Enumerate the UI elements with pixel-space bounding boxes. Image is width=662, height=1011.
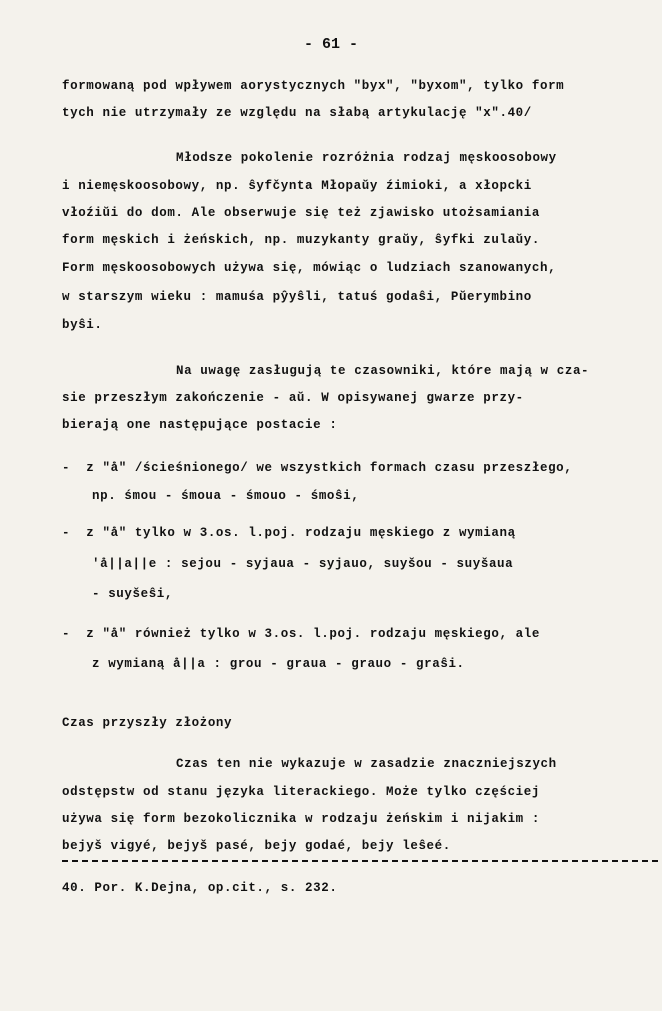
- list-item: - z "å" również tylko w 3.os. l.poj. rodzaju męskiego, ale: [62, 627, 540, 641]
- footnote: 40. Por. K.Dejna, op.cit., s. 232.: [62, 881, 338, 895]
- text-line: Na uwagę zasługują te czasowniki, które mają w cza-: [176, 364, 590, 378]
- text-line: form męskich i żeńskich, np. muzykanty graŭy, ŝyfki zulaŭy.: [62, 233, 540, 247]
- text-line: w starszym wieku : mamuśa pŷyŝli, tatuś godaŝi, Pŭerymbino: [62, 290, 532, 304]
- text-line: sie przeszłym zakończenie - aŭ. W opisywanej gwarze przy-: [62, 391, 524, 405]
- text-line: używa się form bezokolicznika w rodzaju żeńskim i nijakim :: [62, 812, 540, 826]
- list-item: - z "å" /ścieśnionego/ we wszystkich formach czasu przeszłego,: [62, 461, 573, 475]
- text-line: Młodsze pokolenie rozróżnia rodzaj męskoosobowy: [176, 151, 557, 165]
- text-line: Form męskoosobowych używa się, mówiąc o ludziach szanowanych,: [62, 261, 557, 275]
- footnote-divider: [62, 860, 658, 862]
- text-line: vłoźiŭi do dom. Ale obserwuje się też zjawisko utożsamiania: [62, 206, 540, 220]
- text-line: Czas ten nie wykazuje w zasadzie znaczniejszych: [176, 757, 557, 771]
- text-line: byŝi.: [62, 318, 103, 332]
- text-line: bejyš vigyé, bejyš pasé, bejy godaé, bejy leŝeé.: [62, 839, 451, 853]
- text-line: tych nie utrzymały ze względu na słabą artykulację "x".40/: [62, 106, 532, 120]
- text-line: np. śmou - śmoua - śmouo - śmoŝi,: [92, 489, 360, 503]
- text-line: i niemęskoosobowy, np. ŝyfčynta Młopaŭy źimioki, a xłopcki: [62, 179, 532, 193]
- section-heading: Czas przyszły złożony: [62, 716, 233, 730]
- text-line: - suyšeŝi,: [92, 587, 174, 601]
- page-number: - 61 -: [303, 36, 358, 53]
- text-line: bierają one następujące postacie :: [62, 418, 338, 432]
- text-line: formowaną pod wpływem aorystycznych "byx", "byxom", tylko form: [62, 79, 565, 93]
- text-line: odstępstw od stanu języka literackiego. Może tylko częściej: [62, 785, 540, 799]
- list-item: - z "å" tylko w 3.os. l.poj. rodzaju męskiego z wymianą: [62, 526, 516, 540]
- text-line: 'å||a||e : sejou - syjaua - syjauo, suyšou - suyšaua: [92, 557, 514, 571]
- text-line: z wymianą å||a : grou - graua - grauo - graŝi.: [92, 657, 465, 671]
